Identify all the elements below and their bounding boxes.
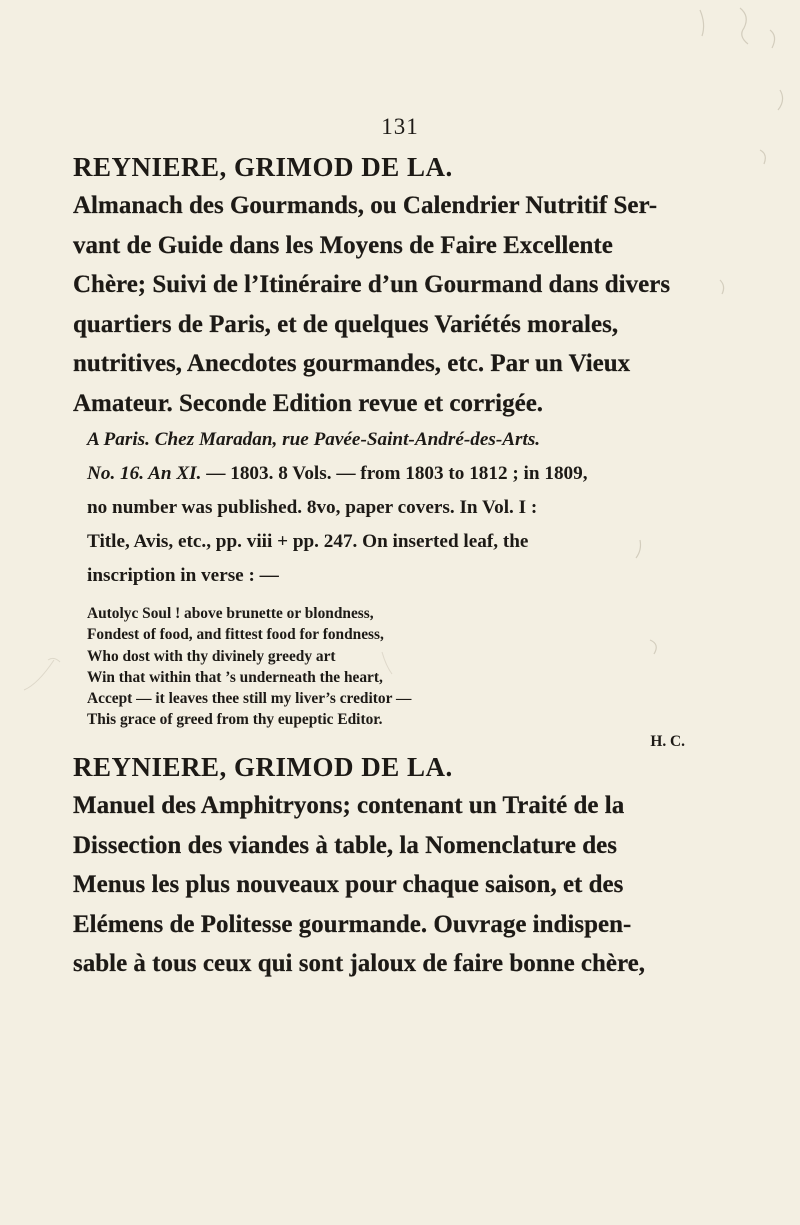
- title-line: Dissection des viandes à table, la Nomenclature des: [73, 831, 617, 859]
- imprint-line: [87, 457, 723, 491]
- imprint-line: Title, Avis, etc., pp. viii + pp. 247. On inserted leaf, the: [87, 531, 529, 552]
- verse-line: This grace of greed from thy eupeptic Editor.: [87, 711, 383, 729]
- title-line: sable à tous ceux qui sont jaloux de faire bonne chère,: [73, 950, 646, 977]
- catalog-entry: [73, 748, 723, 984]
- imprint-line: no number was published. 8vo, paper covers. In Vol. I :: [87, 497, 538, 518]
- title-line: Elémens de Politesse gourmande. Ouvrage indispen-: [73, 910, 632, 938]
- imprint-line: inscription in verse : —: [87, 565, 279, 586]
- verse-line: Fondest of food, and fittest food for fondness,: [87, 626, 384, 644]
- entry-title: [73, 186, 723, 423]
- imprint-italic: No. 16. An XI.: [87, 463, 202, 484]
- verse-line: Autolyc Soul ! above brunette or blondness,: [87, 605, 374, 622]
- title-line: Manuel des Amphitryons; contenant un Traité de la: [73, 792, 625, 819]
- imprint-line: [87, 423, 723, 457]
- entry-heading: REYNIERE, GRIMOD DE LA.: [73, 752, 453, 782]
- imprint-italic: A Paris. Chez Maradan, rue Pavée-Saint-André-des-Arts.: [87, 429, 541, 450]
- title-line: quartiers de Paris, et de quelques Variétés morales,: [73, 310, 619, 338]
- verse-inscription: [87, 603, 723, 752]
- verse-line: Accept — it leaves thee still my liver’s creditor —: [87, 690, 412, 708]
- catalog-entry: [73, 148, 723, 752]
- title-line: vant de Guide dans les Moyens de Faire Excellente: [73, 231, 613, 259]
- verse-line: Who dost with thy divinely greedy art: [87, 647, 336, 665]
- entry-heading: REYNIERE, GRIMOD DE LA.: [73, 152, 453, 182]
- entry-imprint: [73, 423, 723, 593]
- verse-line: Win that within that ’s underneath the heart,: [87, 668, 383, 686]
- title-line: Amateur. Seconde Edition revue et corrigée.: [73, 389, 544, 417]
- title-line: nutritives, Anecdotes gourmandes, etc. Par un Vieux: [73, 350, 631, 377]
- title-line: Almanach des Gourmands, ou Calendrier Nutritif Ser-: [73, 192, 658, 219]
- verse-signature: H. C.: [650, 732, 685, 750]
- entry-title: [73, 786, 723, 984]
- title-line: Menus les plus nouveaux pour chaque saison, et des: [73, 871, 624, 898]
- page-number: 131: [381, 114, 419, 139]
- imprint-text: — 1803. 8 Vols. — from 1803 to 1812 ; in 1809,: [201, 463, 588, 484]
- title-line: Chère; Suivi de l’Itinéraire d’un Gourmand dans divers: [73, 271, 671, 298]
